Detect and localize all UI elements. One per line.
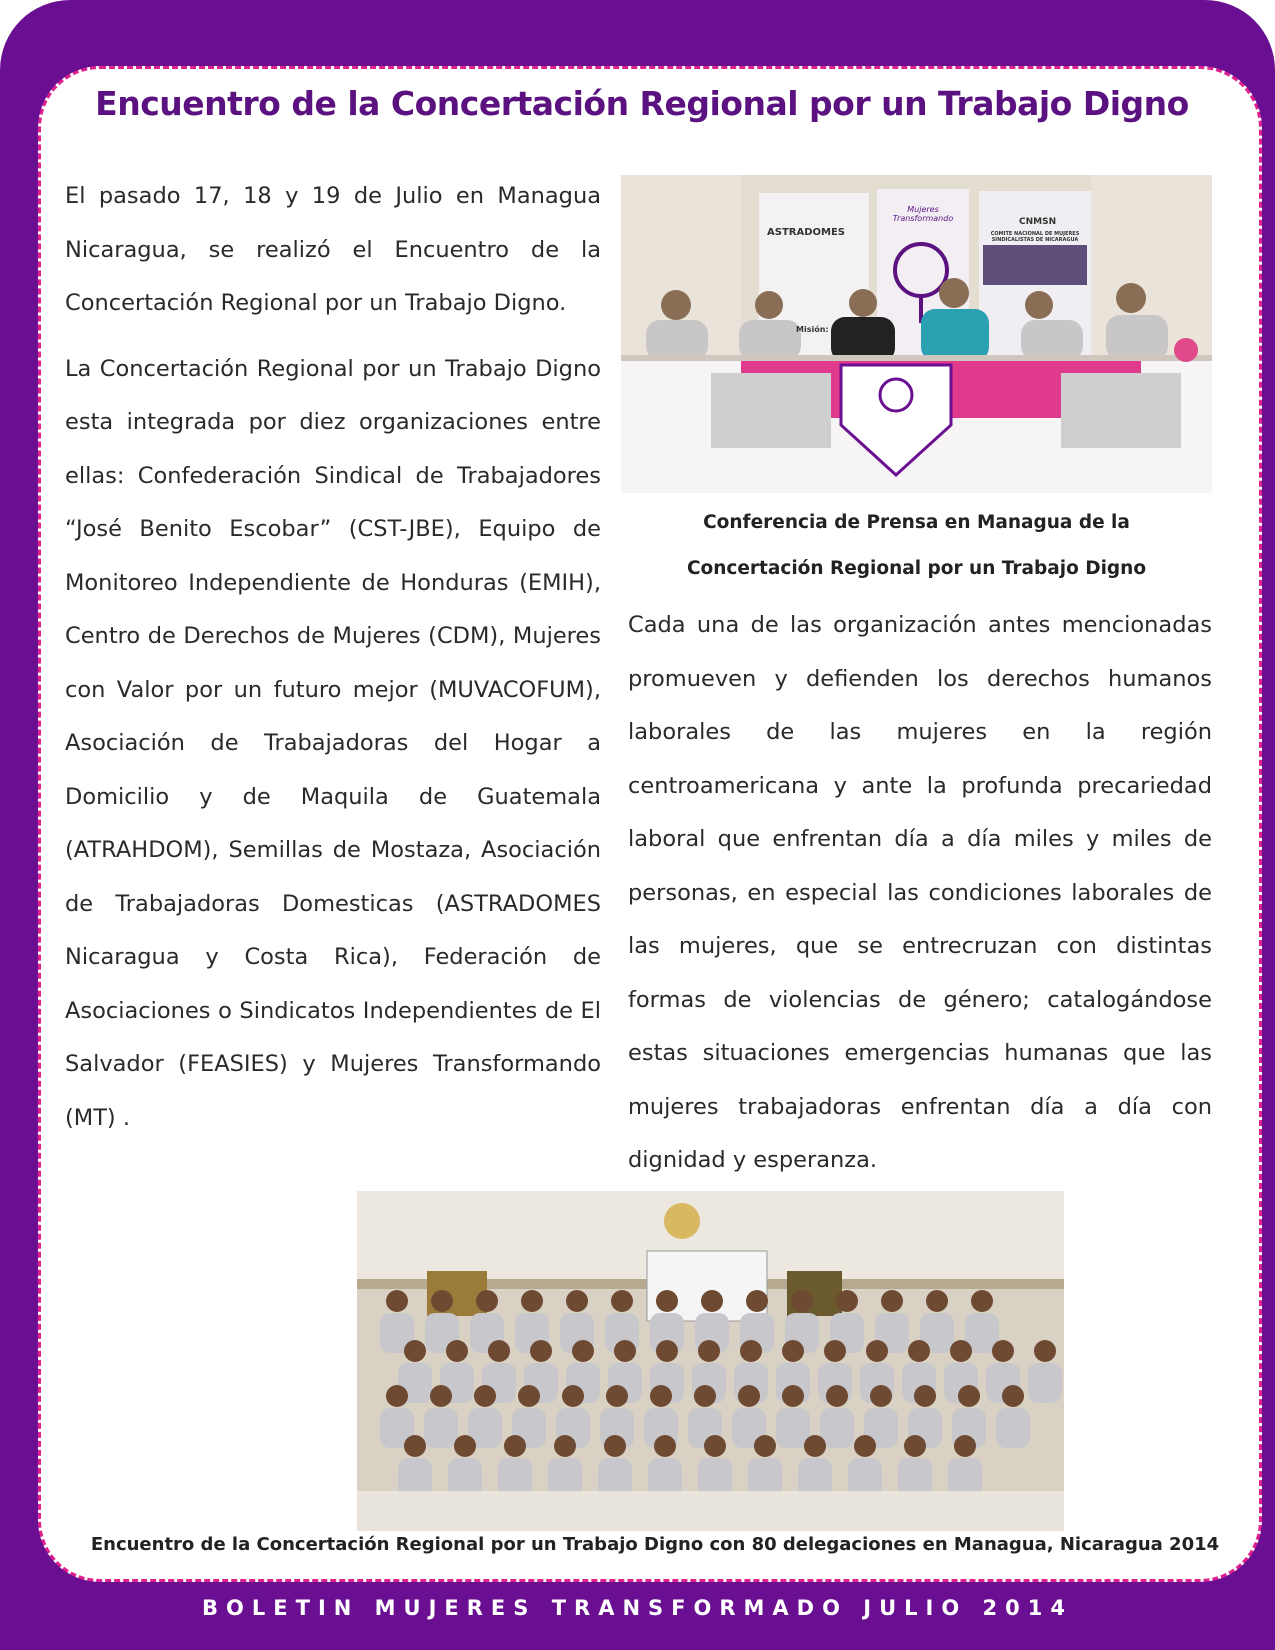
press-conference-caption-line-2: Concertación Regional por un Trabajo Digno bbox=[686, 558, 1147, 579]
left-column bbox=[65, 170, 601, 1157]
banner-astradomes-mision: Misión: bbox=[796, 325, 829, 334]
left-paragraph-2: La Concertación Regional por un Trabajo Digno esta integrada por diez organizaciones entre ellas: Confederación Sindical de Trabajadores “José Benito Escobar” (CST-JBE), Equipo de Monitoreo Independiente de Honduras (EMIH), Centro de Derechos de Mujeres (CDM), Mujeres con Valor por un futuro mejor (MUVACOFUM), Asociación de Trabajadoras del Hogar a Domicilio y de Maquila de Guatemala (ATRAHDOM), Semillas de Mostaza, Asociación de Trabajadoras Domesticas (ASTRADOMES Nicaragua y Costa Rica), Federación de Asociaciones o Sindicatos Independientes de El Salvador (FEASIES) y Mujeres Transformando (MT) . bbox=[65, 355, 601, 1131]
right-paragraph-1: Cada una de las organización antes mencionadas promueven y defienden los derechos humanos laborales de las mujeres en la región centroamericana y ante la profunda precariedad laboral que enfrentan día a día miles y miles de personas, en especial las condiciones laborales de las mujeres, que se entrecruzan con distintas formas de violencias de género; catalogándose estas situaciones emergencias humanas que las mujeres trabajadoras enfrentan día a día con dignidad y esperanza. bbox=[628, 612, 1212, 1173]
press-conference-photo bbox=[621, 175, 1212, 493]
group-photo bbox=[357, 1191, 1064, 1531]
page-title: Encuentro de la Concertación Regional por un Trabajo Digno bbox=[95, 84, 1189, 123]
press-conference-caption bbox=[621, 500, 1212, 592]
banner-astradomes-label: ASTRADOMES bbox=[767, 227, 845, 238]
left-paragraph-1: El pasado 17, 18 y 19 de Julio en Managua Nicaragua, se realizó el Encuentro de la Concertación Regional por un Trabajo Digno. bbox=[65, 183, 601, 316]
right-column bbox=[628, 599, 1212, 1200]
footer-banner: BOLETIN MUJERES TRANSFORMADO JULIO 2014 bbox=[202, 1596, 1073, 1620]
banner-mujeres-transformando: Mujeres Transformando bbox=[892, 205, 954, 223]
banner-cnmsn-subtitle: COMITE NACIONAL DE MUJERES SINDICALISTAS DE NICARAGUA bbox=[990, 231, 1080, 243]
group-photo-caption: Encuentro de la Concertación Regional por un Trabajo Digno con 80 delegaciones en Managua, Nicaragua 2014 bbox=[90, 1534, 1220, 1555]
banner-cnmsn-label: CNMSN bbox=[1019, 217, 1057, 227]
press-conference-caption-line-1: Conferencia de Prensa en Managua de la bbox=[703, 512, 1130, 533]
